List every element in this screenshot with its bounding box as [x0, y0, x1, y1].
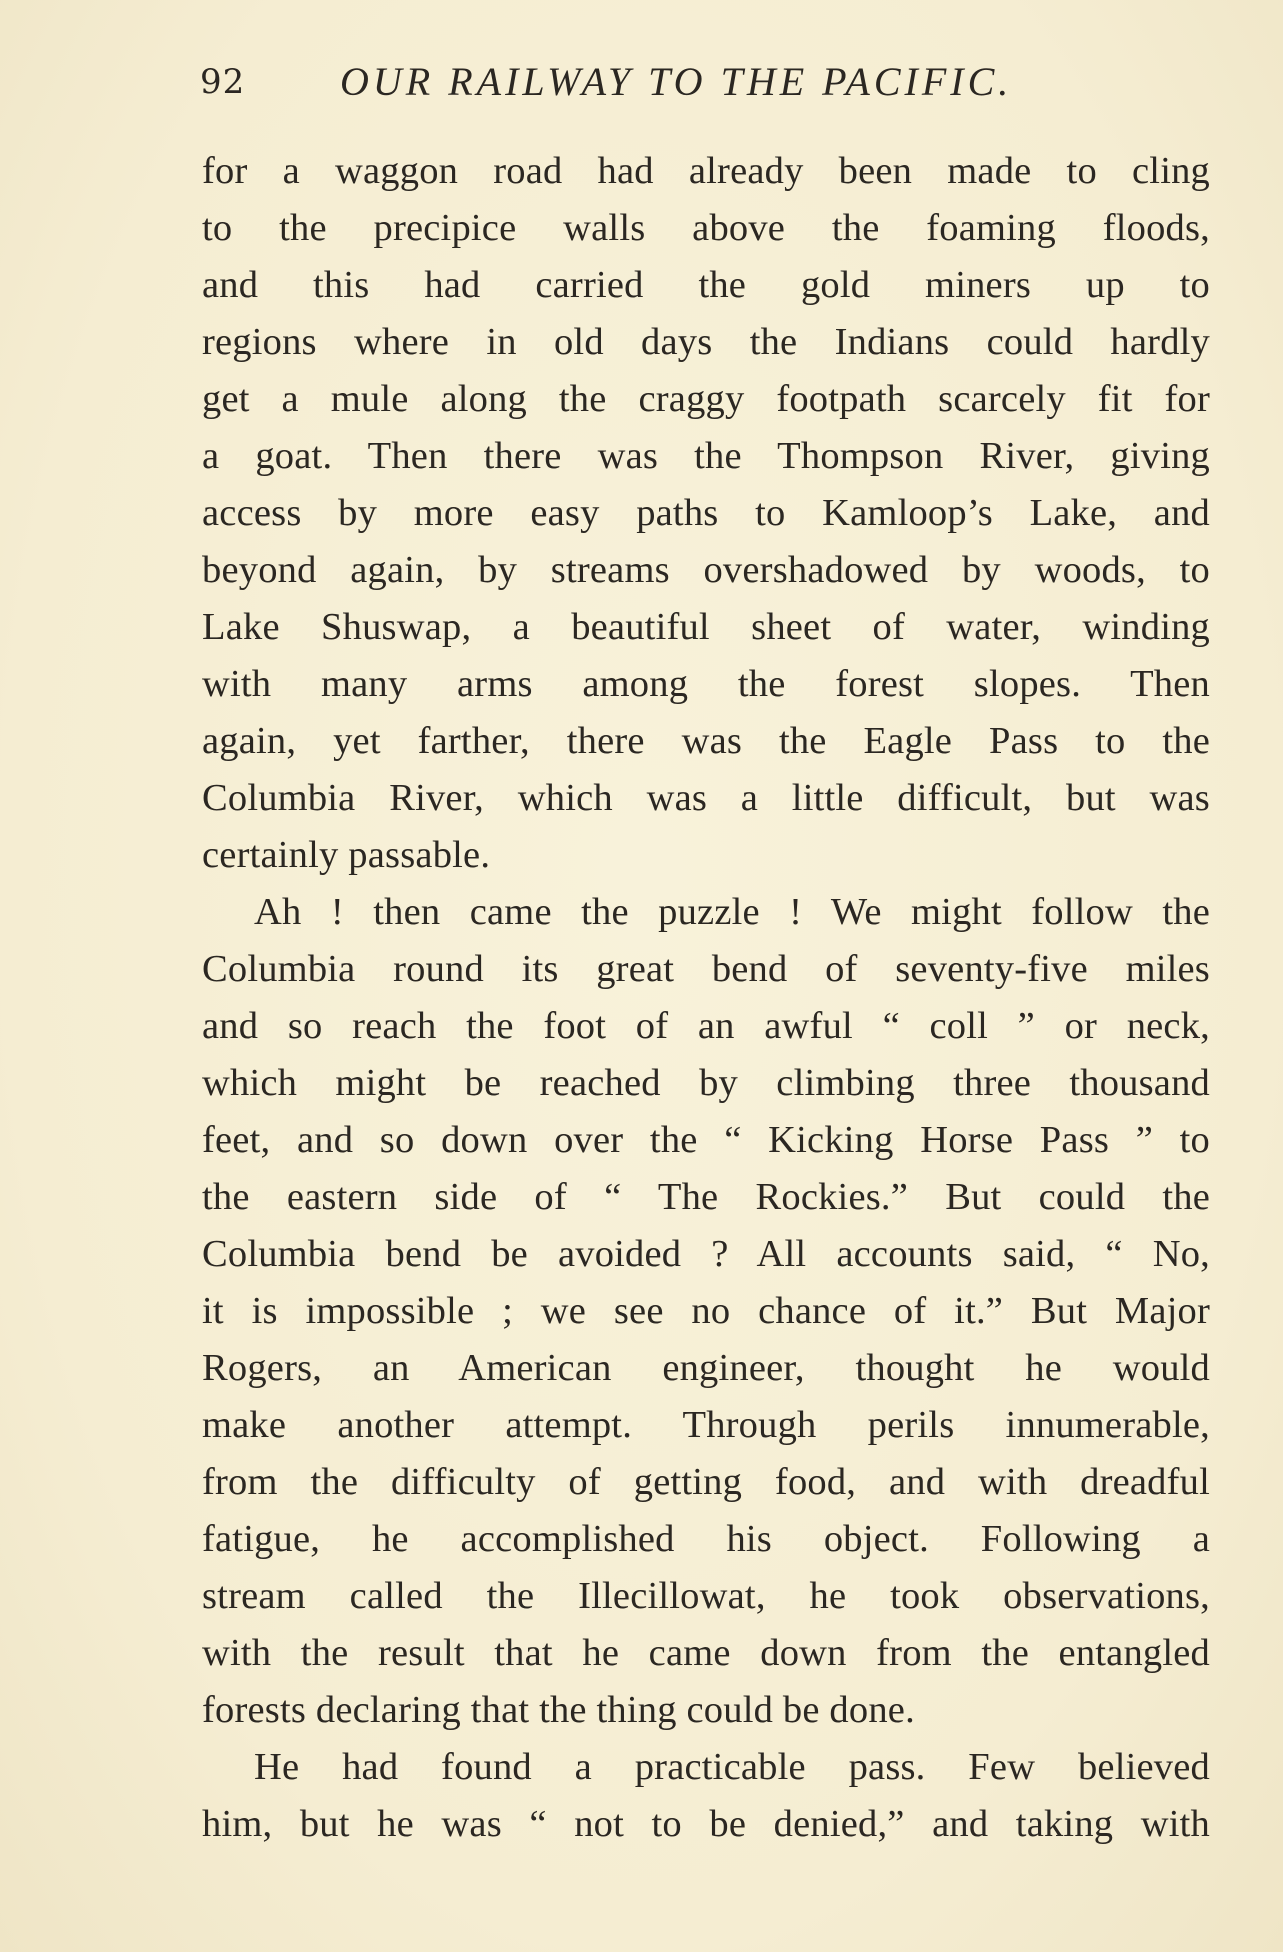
text-line: again, yet farther, there was the Eagle Pass to the: [202, 720, 1210, 762]
text-line: for a waggon road had already been made to cling: [202, 150, 1210, 192]
text-line: access by more easy paths to Kamloop’s Lake, and: [202, 492, 1210, 534]
text-line: the eastern side of “ The Rockies.” But could the: [202, 1176, 1210, 1218]
text-line: a goat. Then there was the Thompson River, giving: [202, 435, 1210, 477]
text-line: which might be reached by climbing three thousand: [202, 1062, 1210, 1104]
text-line: make another attempt. Through perils innumerable,: [202, 1404, 1210, 1446]
text-line: Columbia round its great bend of seventy-five miles: [202, 948, 1210, 990]
paragraph-end-line: certainly passable.: [202, 834, 491, 876]
text-line: feet, and so down over the “ Kicking Horse Pass ” to: [202, 1119, 1210, 1161]
paragraph-start-line: Ah ! then came the puzzle ! We might follow the: [254, 891, 1210, 933]
running-title: OUR RAILWAY TO THE PACIFIC.: [340, 59, 1013, 104]
text-line: to the precipice walls above the foaming floods,: [202, 207, 1210, 249]
page-number: 92: [200, 62, 246, 102]
text-line: Lake Shuswap, a beautiful sheet of water, winding: [202, 606, 1210, 648]
text-line: from the difficulty of getting food, and with dreadful: [202, 1461, 1210, 1503]
text-line: beyond again, by streams overshadowed by woods, to: [202, 549, 1210, 591]
paragraph-start-line: He had found a practicable pass. Few believed: [254, 1746, 1210, 1788]
paragraph-end-line: forests declaring that the thing could be done.: [202, 1689, 915, 1731]
text-line: him, but he was “ not to be denied,” and taking with: [202, 1803, 1210, 1845]
running-head: [200, 58, 1210, 118]
text-line: Columbia River, which was a little difficult, but was: [202, 777, 1210, 819]
text-line: get a mule along the craggy footpath scarcely fit for: [202, 378, 1210, 420]
text-line: Rogers, an American engineer, thought he would: [202, 1347, 1210, 1389]
text-line: stream called the Illecillowat, he took observations,: [202, 1575, 1210, 1617]
body-text: [202, 143, 1210, 1853]
text-line: regions where in old days the Indians could hardly: [202, 321, 1210, 363]
text-line: fatigue, he accomplished his object. Following a: [202, 1518, 1210, 1560]
text-line: and so reach the foot of an awful “ coll ” or neck,: [202, 1005, 1210, 1047]
text-line: and this had carried the gold miners up to: [202, 264, 1210, 306]
text-line: Columbia bend be avoided ? All accounts said, “ No,: [202, 1233, 1210, 1275]
text-line: with the result that he came down from the entangled: [202, 1632, 1210, 1674]
text-line: it is impossible ; we see no chance of it.” But Major: [202, 1290, 1210, 1332]
text-line: with many arms among the forest slopes. Then: [202, 663, 1210, 705]
